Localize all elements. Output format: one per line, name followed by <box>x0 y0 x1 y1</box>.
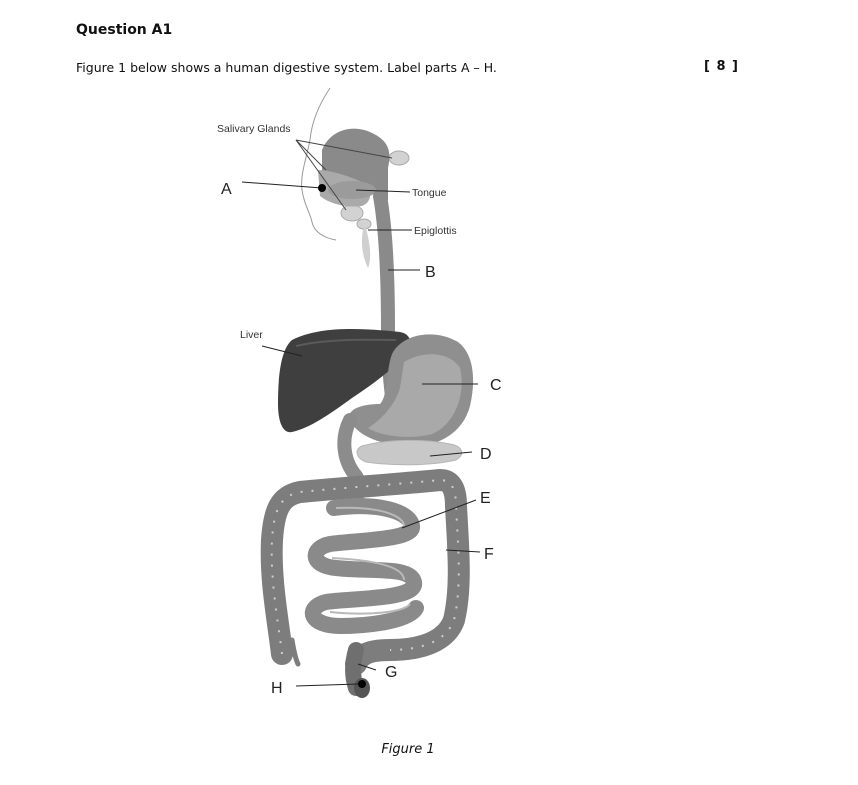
letter-b: B <box>425 264 436 281</box>
letter-g: G <box>385 664 398 681</box>
question-title: Question A1 <box>76 22 173 38</box>
pancreas-shape <box>357 440 462 464</box>
epiglottis-shape <box>362 226 370 268</box>
question-prompt: Figure 1 below shows a human digestive system. Label parts A – H. <box>76 60 497 75</box>
label-epiglottis: Epiglottis <box>414 225 457 237</box>
label-tongue: Tongue <box>412 187 447 199</box>
question-marks: [ 8 ] <box>704 59 739 74</box>
letter-h: H <box>271 680 283 697</box>
letter-c: C <box>490 377 502 394</box>
label-salivary-glands: Salivary Glands <box>217 123 291 135</box>
letter-a: A <box>221 181 232 198</box>
letter-e: E <box>480 490 491 507</box>
digestive-system-figure <box>190 82 530 712</box>
appendix-shape <box>292 640 298 664</box>
letter-d: D <box>480 446 492 463</box>
pointer-dot-a <box>318 184 326 192</box>
letter-f: F <box>484 546 494 563</box>
label-liver: Liver <box>240 329 263 341</box>
pointer-dot-h <box>358 680 366 688</box>
figure-caption: Figure 1 <box>381 742 435 757</box>
small-intestine-shape <box>313 506 416 626</box>
